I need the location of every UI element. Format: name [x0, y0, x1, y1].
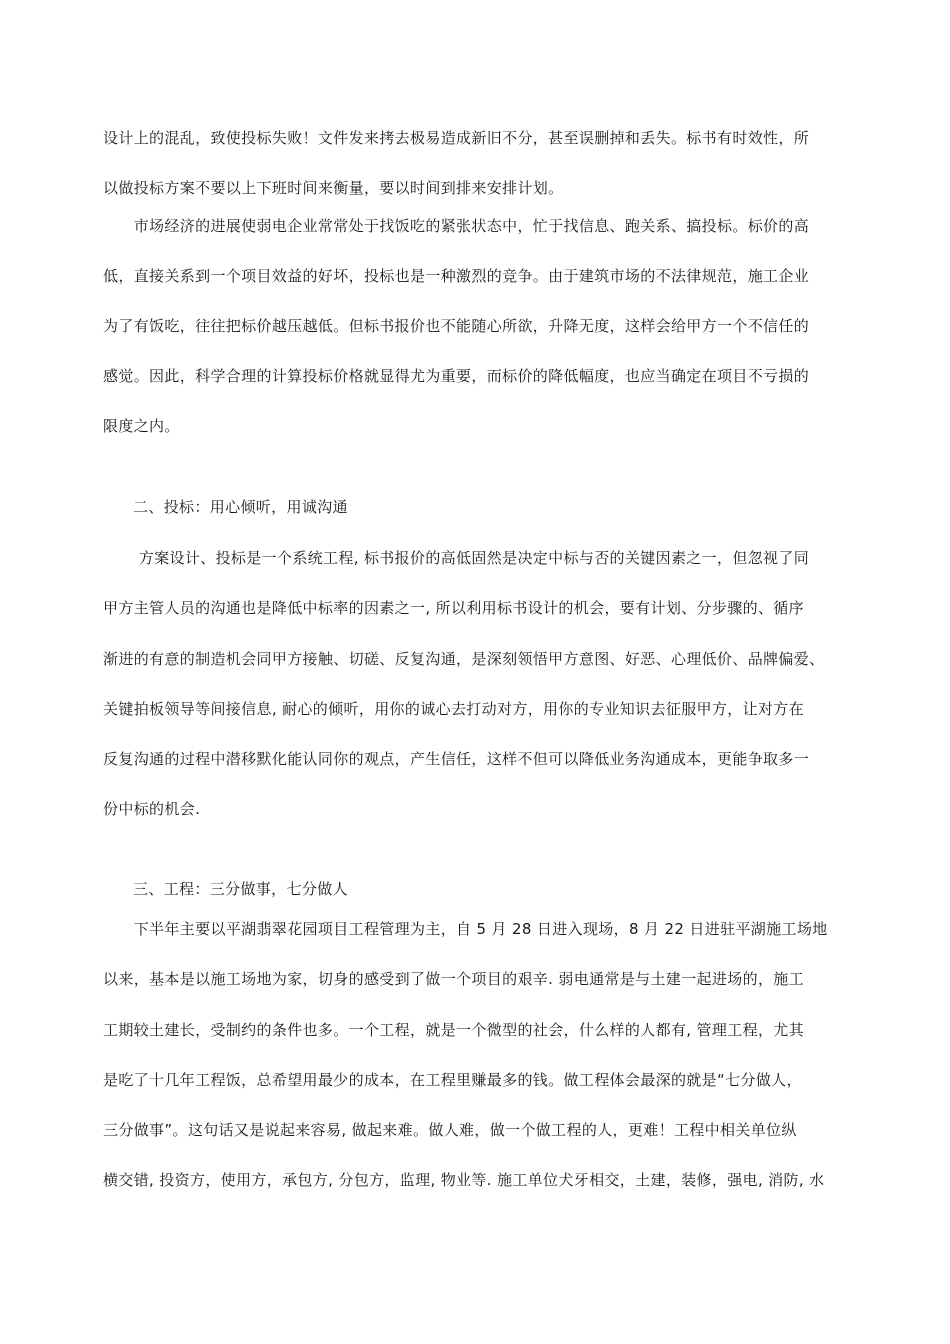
section-3-line-3: 工期较土建长，受制约的条件也多。一个工程，就是一个微型的社会，什么样的人都有, 管理工程，尤其: [103, 1021, 804, 1039]
paragraph-2-line-4: 感觉。因此，科学合理的计算投标价格就显得尤为重要，而标价的降低幅度，也应当确定在项目不亏损的: [103, 367, 810, 385]
section-3-heading: 三、工程：三分做事，七分做人: [133, 880, 348, 898]
section-3-line-6: 横交错, 投资方，使用方，承包方, 分包方，监理, 物业等. 施工单位犬牙相交，土建，装修，强电, 消防, 水: [103, 1171, 825, 1189]
section-3-line-4: 是吃了十几年工程饭，总希望用最少的成本，在工程里赚最多的钱。做工程体会最深的就是“七分做人，: [103, 1071, 802, 1089]
paragraph-2-line-2: 低，直接关系到一个项目效益的好坏，投标也是一种激烈的竞争。由于建筑市场的不法律规范，施工企业: [103, 267, 810, 285]
section-2-line-1: 方案设计、投标是一个系统工程, 标书报价的高低固然是决定中标与否的关键因素之一，但忽视了同: [103, 549, 810, 567]
section-2-line-3: 渐进的有意的制造机会同甲方接触、切磋、反复沟通，是深刻领悟甲方意图、好恶、心理低价、品牌偏爱、: [103, 650, 825, 668]
section-3-line-5: 三分做事”。这句话又是说起来容易, 做起来难。做人难，做一个做工程的人，更难！工程中相关单位纵: [103, 1121, 797, 1139]
section-2-line-5: 反复沟通的过程中潜移默化能认同你的观点，产生信任，这样不但可以降低业务沟通成本，更能争取多一: [103, 750, 810, 768]
paragraph-1-line-2: 以做投标方案不要以上下班时间来衡量，要以时间到排来安排计划。: [103, 179, 564, 197]
section-2-line-4: 关键拍板领导等间接信息, 耐心的倾听，用你的诚心去打动对方，用你的专业知识去征服甲方，让对方在: [103, 700, 804, 718]
section-3-line-2: 以来，基本是以施工场地为家，切身的感受到了做一个项目的艰辛. 弱电通常是与土建一起进场的，施工: [103, 970, 804, 988]
paragraph-1-line-1: 设计上的混乱，致使投标失败！文件发来拷去极易造成新旧不分，甚至误删掉和丢失。标书有时效性，所: [103, 129, 810, 147]
paragraph-2-line-5: 限度之内。: [103, 417, 180, 435]
section-3-line-1: 下半年主要以平湖翡翠花园项目工程管理为主，自 5 月 28 日进入现场，8 月 22 日进驻平湖施工场地: [103, 920, 828, 938]
section-2-line-2: 甲方主管人员的沟通也是降低中标率的因素之一, 所以利用标书设计的机会，要有计划、分步骤的、循序: [103, 599, 804, 617]
paragraph-2-line-1: 市场经济的进展使弱电企业常常处于找饭吃的紧张状态中，忙于找信息、跑关系、搞投标。标价的高: [103, 217, 810, 235]
section-2-line-6: 份中标的机会.: [103, 800, 201, 818]
section-2-heading: 二、投标：用心倾听，用诚沟通: [133, 498, 348, 516]
paragraph-2-line-3: 为了有饭吃，往往把标价越压越低。但标书报价也不能随心所欲，升降无度，这样会给甲方一个不信任的: [103, 317, 810, 335]
